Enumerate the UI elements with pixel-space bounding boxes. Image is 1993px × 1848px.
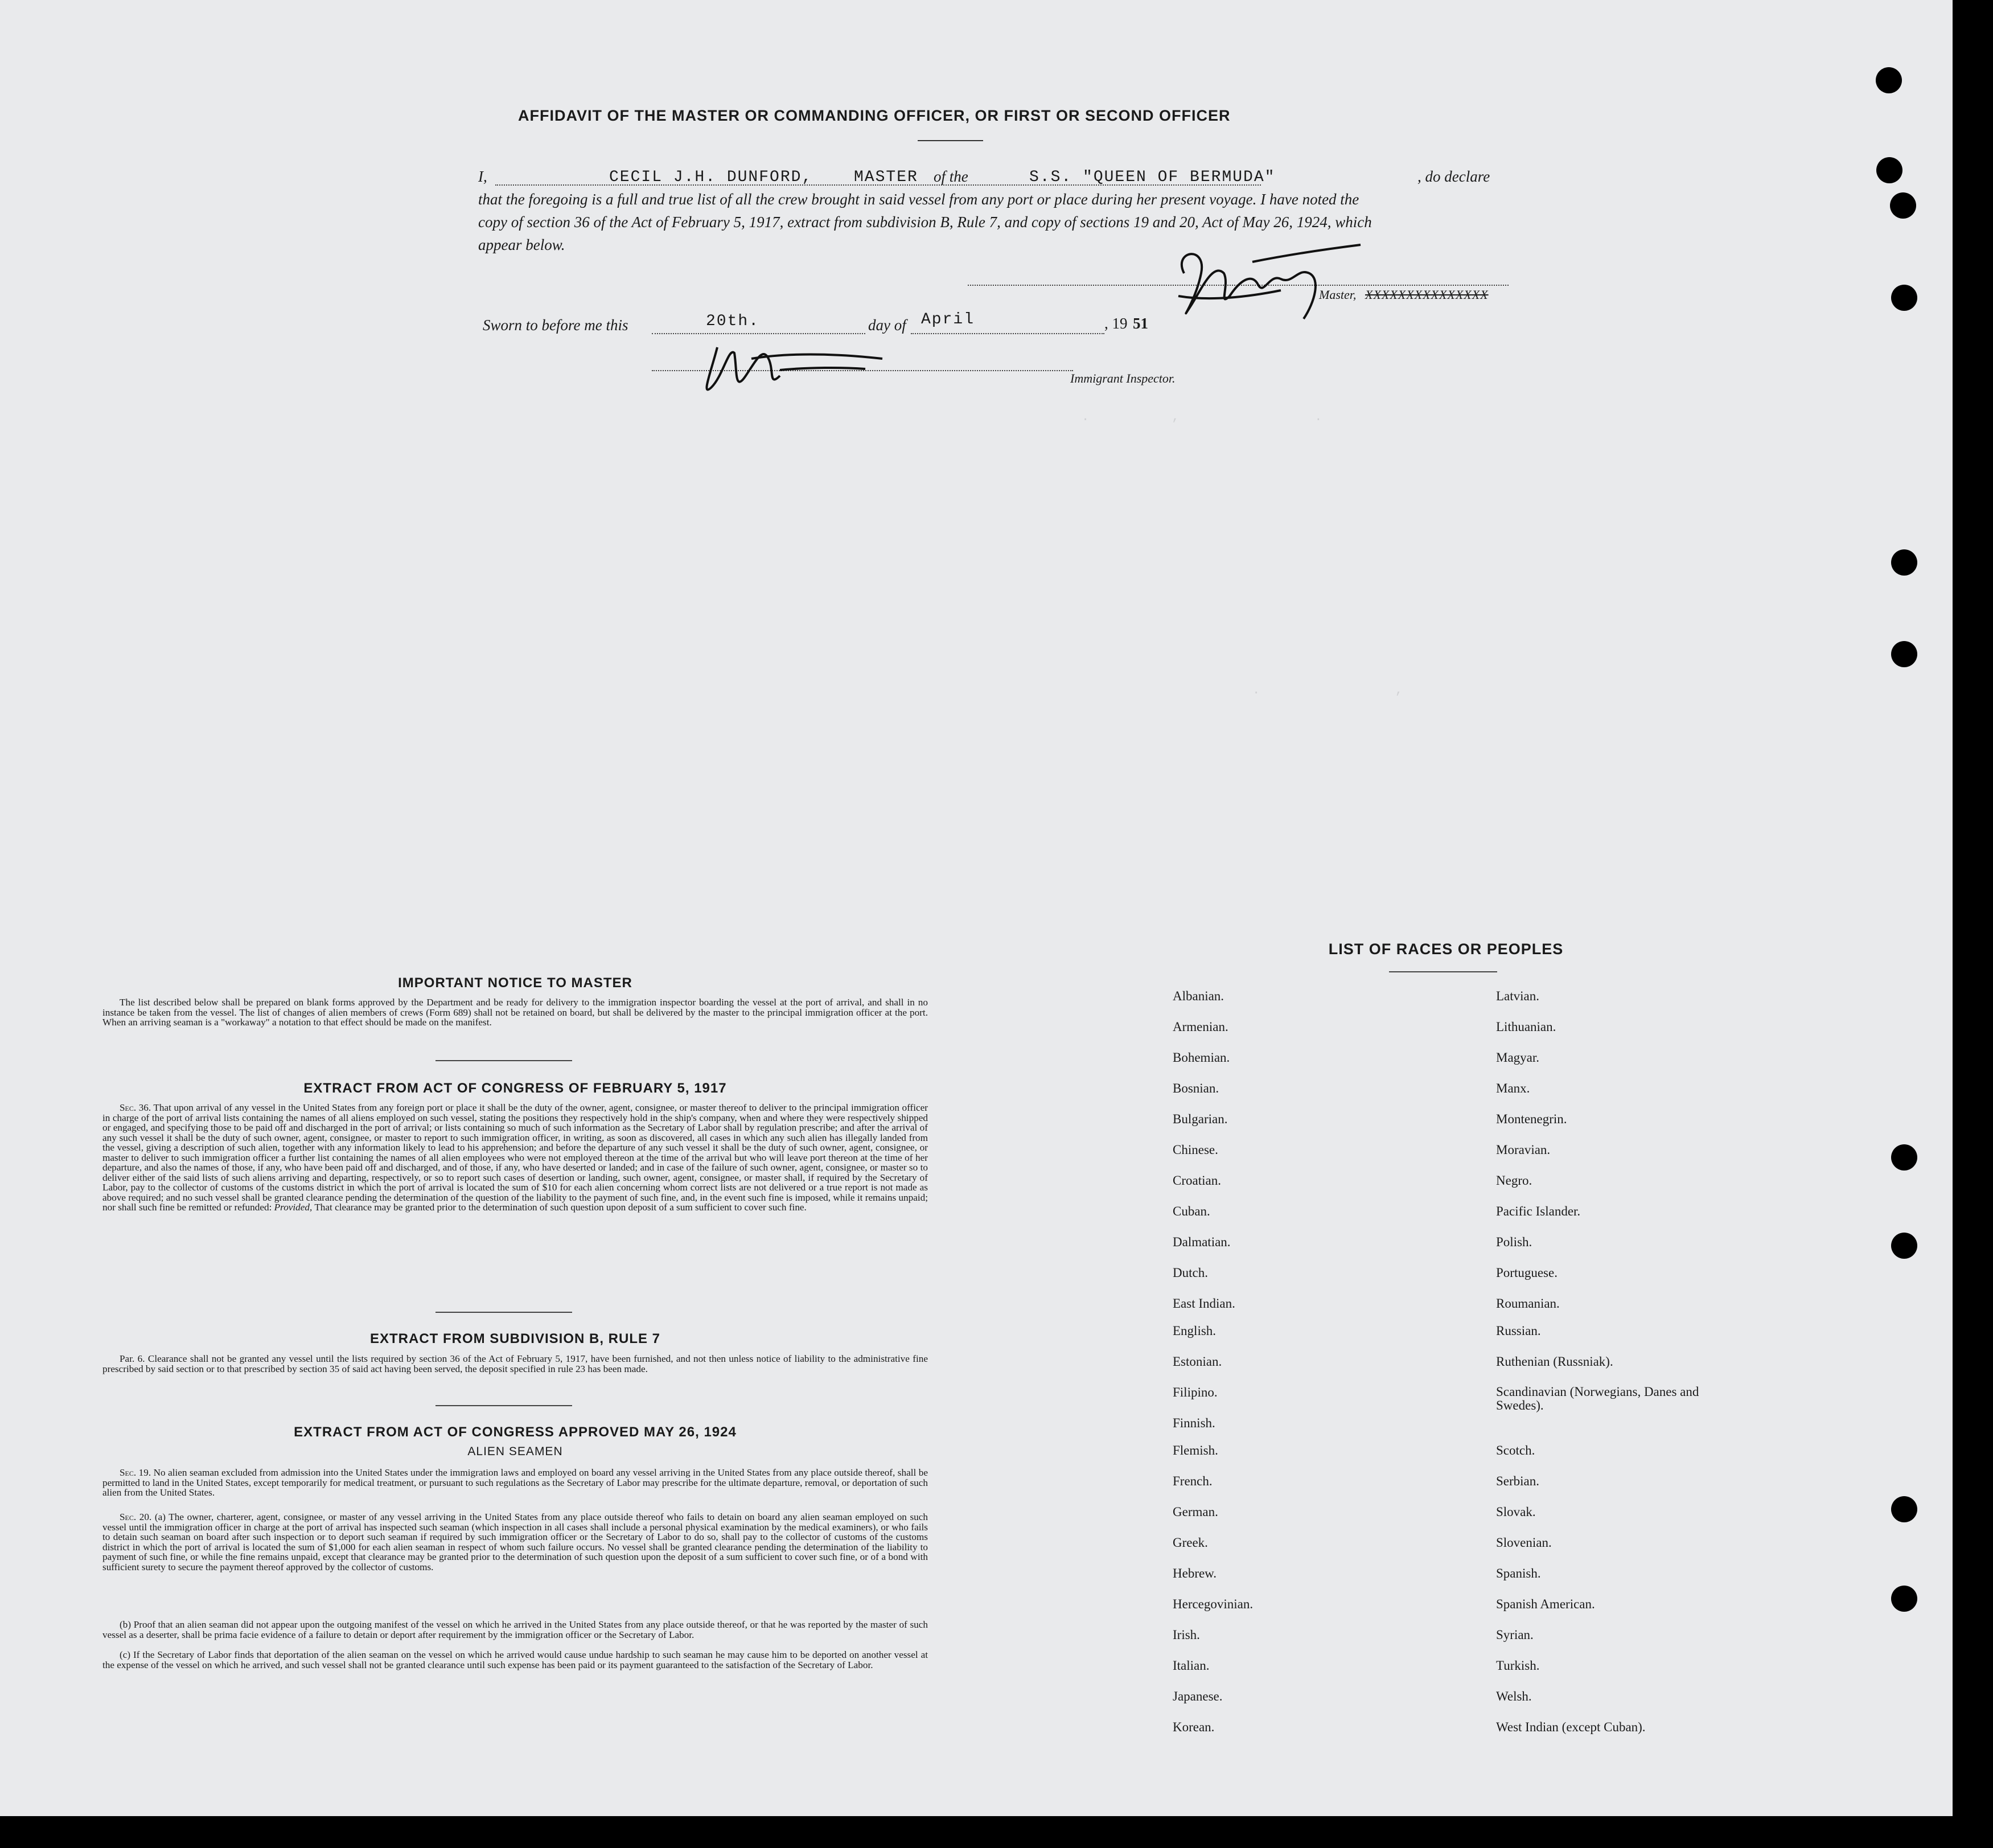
inspector-signature	[695, 336, 899, 404]
rule-7-title: EXTRACT FROM SUBDIVISION B, RULE 7	[369, 1331, 661, 1346]
race-item: Dutch.	[1173, 1266, 1208, 1280]
race-item: Korean.	[1173, 1720, 1215, 1734]
year-prefix: , 19	[1104, 315, 1128, 332]
race-item: Moravian.	[1496, 1143, 1551, 1157]
race-item: Roumanian.	[1496, 1296, 1560, 1311]
race-item: Cuban.	[1173, 1204, 1210, 1218]
race-item: Scotch.	[1496, 1443, 1535, 1457]
race-item: Ruthenian (Russniak).	[1496, 1354, 1613, 1369]
year-suffix: 51	[1133, 315, 1148, 332]
race-item: Negro.	[1496, 1173, 1532, 1188]
race-item: Bohemian.	[1173, 1050, 1230, 1065]
race-item: Hebrew.	[1173, 1566, 1217, 1580]
notice-text: The list described below shall be prepared on blank forms approved by the Department and be ready for delivery to the immigration inspector boarding the vessel at the port of arrival, and shall in no instance be taken from the vessel. The list of changes of alien members of crews (Form 689) shall not be retained on board, but shall be delivered by the master to the principal immigration officer at the port. When an arriving seaman is a "workaway" a notation to that effect should be made on the manifest.	[102, 997, 928, 1028]
punch-hole	[1876, 157, 1902, 183]
title-rule	[918, 140, 983, 141]
race-item: German.	[1173, 1505, 1218, 1519]
master-rank: MASTER	[854, 169, 918, 186]
punch-hole	[1890, 192, 1916, 219]
declaration-line-3: copy of section 36 of the Act of February 5, 1917, extract from subdivision B, Rule 7, and copy of sections 19 and 20, Act of May 26, 1924, which	[478, 213, 1372, 231]
sec-19-text: Sec. 19. No alien seaman excluded from admission into the United States under the immigration laws and employed on board any vessel arriving in the United States from any place outside thereof, shall be permitted to land in the United States, except temporarily for medical treatment, or pursuant to such regulations as the Secretary of Labor may prescribe for the ultimate departure, removal, or deportation of such alien from the United States.	[102, 1467, 928, 1498]
sec-20b-text: (b) Proof that an alien seaman did not appear upon the outgoing manifest of the vessel on which he arrived in the United States from any place outside thereof, or that he was reported by the master of such vessel as a deserter, shall be prima facie evidence of a failure to detain or deport after requirement by the immigration officer or the Secretary of Labor.	[102, 1619, 928, 1640]
of-the-label: of the	[934, 168, 968, 185]
race-item: Montenegrin.	[1496, 1112, 1567, 1126]
vessel-name: S.S. "QUEEN OF BERMUDA"	[1029, 169, 1276, 186]
race-item: Slovenian.	[1496, 1535, 1552, 1550]
race-item: Manx.	[1496, 1081, 1530, 1095]
race-item: Slovak.	[1496, 1505, 1536, 1519]
race-item: Scandinavian (Norwegians, Danes and Swedes).	[1496, 1385, 1699, 1412]
punch-hole	[1876, 67, 1902, 93]
race-item: Dalmatian.	[1173, 1235, 1231, 1249]
master-struck-text: XXXXXXXXXXXXXXX	[1365, 288, 1489, 302]
act-1917-text	[102, 1103, 928, 1213]
race-item: Turkish.	[1496, 1658, 1540, 1673]
race-item: Russian.	[1496, 1324, 1541, 1338]
document-page: . , . . , AFFIDAVIT OF THE MASTER OR COMMANDING OFFICER, OR FIRST OR SECOND OFFICER I, CECIL J.H. DUNFORD, MASTER of the S.S. "QUEEN OF BERMUDA" , do declare that the foregoing is a full and true list of all the crew brought in said vessel from any port or place during her present voyage. I have noted the copy of section 36 of the Act of February 5, 1917, extract from subdivision B, Rule 7, and copy of sections 19 and 20, Act of May 26, 1924, which appear below. Master, XXXXXXXXXXXXXXX Sworn to before me this 20th. day of April , 19 51 Immigrant Inspector. IMPORTANT NOTICE TO MASTER The list described below shall be prepared on blank forms approved by the Department and be ready for delivery to the immigration inspector boarding the vessel at the port of arrival, and shall in no instance be taken from the vessel. The list of changes of alien members of crews (Form 689) shall not be retained on board, but shall be delivered by the master to the principal immigration officer at the port. When an arriving seaman is a "workaway" a notation to that effect should be made on the manifest. EXTRACT FROM ACT OF CONGRESS OF FEBRUARY 5, 1917 Sec. 36. That upon arrival of any vessel in the United States from any foreign port or place it shall be the duty of the owner, agent, consignee, or master thereof to deliver to the principal immigration officer in charge of the port of arrival lists containing the names of all aliens employed on such vessel, stating the positions they respectively hold in the ship's company, when and where they were respectively shipped or engaged, and specifying those to be paid off and discharged in the port of arrival; or lists containing so much of such information as the Secretary of Labor shall by regulation prescribe; and after the arrival of any such vessel it shall be the duty of such owner, agent, consignee, or master to report to such immigration officer, in writing, as soon as discovered, all cases in which any such alien has illegally landed from the vessel, giving a description of such alien, together with any information likely to lead to his apprehension; and before the departure of any such vessel it shall be the duty of such owner, agent, consignee, or master to deliver to such immigration officer a further list containing the names of all alien employees who were not employed thereon at the time of the arrival but who will leave port thereon at the time of her departure, and also the names of those, if any, who have been paid off and discharged, and of those, if any, who have deserted or landed; and in case of the failure of such owner, agent, consignee, or master so to deliver either of the said lists of such aliens arriving and departing, respectively, or so to report such cases of desertion or landing, such owner, agent, consignee, or master shall, if required by the Secretary of Labor, pay to the collector of customs of the customs district in which the port of arrival is located the sum of $10 for each alien concerning whom correct lists are not delivered or a true report is not made as above required; and no such vessel shall be granted clearance pending the determination of the question of the liability to the payment of such fine, and, in the event such fine is imposed, while it remains unpaid; nor shall such fine be remitted or refunded: Provided, That clearance may be granted prior to the determination of such question upon deposit of a sum sufficient to cover such fine. EXTRACT FROM SUBDIVISION B, RULE 7 Par. 6. Clearance shall not be granted any vessel until the lists required by section 36 of the Act of February 5, 1917, have been furnished, and not then unless notice of liability to the administrative fine prescribed by said section or to that prescribed by section 35 of said act having been served, the deposit specified in rule 23 has been made. EXTRACT FROM ACT OF CONGRESS APPROVED MAY 26, 1924 ALIEN SEAMEN Sec. 19. No alien seaman excluded from admission into the United States under the immigration laws and employed on board any vessel arriving in the United States from any place outside thereof, shall be permitted to land in the United States, except temporarily for medical treatment, or pursuant to such regulations as the Secretary of Labor may prescribe for the ultimate departure, removal, or deportation of such alien from the United States. Sec. 20. (a) The owner, charterer, agent, consignee, or master of any vessel arriving in the United States from any place outside thereof who fails to detain on board any alien seaman employed on such vessel until the immigration officer in charge at the port of arrival has inspected such seaman (which inspection in all cases shall include a personal physical examination by the medical examiners), or who fails to detain such seaman on board after such inspection or to deport such seaman if required by such immigration officer or the Secretary of Labor to do so, shall pay to the collector of customs of the customs district in which the port of arrival is located the sum of $1,000 for each alien seaman in respect of whom such failure occurs. No vessel shall be granted clearance pending the determination of the liability to payment of such fine, or while the fine remains unpaid, except that clearance may be granted prior to the determination of such question upon the deposit of a sum sufficient to cover such fine, or of a bond with sufficient surety to secure the payment thereof approved by the collector of customs. (b) Proof that an alien seaman did not appear upon the outgoing manifest of the vessel on which he arrived in the United States from any place outside thereof, or that he was reported by the master of such vessel as a deserter, shall be prima facie evidence of a failure to detain or deport after requirement by the immigration officer or the Secretary of Labor. (c) If the Secretary of Labor finds that deportation of the alien seaman on the vessel on which he arrived would cause undue hardship to such seaman he may cause him to be deported on another vessel at the expense of the vessel on which he arrived, and such vessel shall not be granted clearance until such expense has been paid or its payment guaranteed to the satisfaction of the Secretary of Labor. LIST OF RACES OR PEOPLES Albanian. Armenian. Bohemian. Bosnian. Bulgarian. Chinese. Croatian. Cuban. Dalmatian. Dutch. East Indian. English. Estonian. Filipino. Finnish. Flemish. French. German. Greek. Hebrew. Hercegovinian. Irish. Italian. Japanese. Korean. Latvian. Lithuanian. Magyar. Manx. Montenegrin. Moravian. Negro. Pacific Islander. Polish. Portuguese. Roumanian. Russian. Ruthenian (Russniak). Scandinavian (Norwegians, Danes and Swedes). Scotch. Serbian. Slovak. Slovenian. Spanish. Spanish American. Syrian. Turkish. Welsh. West Indian (except Cuban).	[0, 0, 1953, 1816]
i-label: I,	[478, 168, 487, 185]
sec-20a-text: Sec. 20. (a) The owner, charterer, agent, consignee, or master of any vessel arriving in the United States from any place outside thereof who fails to detain on board any alien seaman employed on such vessel until the immigration officer in charge at the port of arrival has inspected such seaman (which inspection in all cases shall include a personal physical examination by the medical examiners), or who fails to detain such seaman on board after such inspection or to deport such seaman if required by such immigration officer or the Secretary of Labor to do so, shall pay to the collector of customs of the customs district in which the port of arrival is located the sum of $1,000 for each alien seaman in respect of whom such failure occurs. No vessel shall be granted clearance pending the determination of the liability to payment of such fine, or while the fine remains unpaid, except that clearance may be granted prior to the determination of such question upon the deposit of a sum sufficient to cover such fine, or of a bond with sufficient surety to secure the payment thereof approved by the collector of customs.	[102, 1512, 928, 1572]
punch-hole	[1891, 641, 1917, 667]
act-1924-title: EXTRACT FROM ACT OF CONGRESS APPROVED MAY 26, 1924	[294, 1424, 737, 1440]
punch-hole	[1891, 285, 1917, 311]
sec-36-body: That upon arrival of any vessel in the United States from any foreign port or place it shall be the duty of the owner, agent, consignee, or master thereof to deliver to the principal immigration officer in charge of the port of arrival lists containing the names of all aliens employed on such vessel, stating the positions they respectively hold in the ship's company, when and where they were respectively shipped or engaged, and specifying those to be paid off and discharged in the port of arrival; or lists containing so much of such information as the Secretary of Labor shall by regulation prescribe; and after the arrival of any such vessel it shall be the duty of such owner, agent, consignee, or master to report to such immigration officer, in writing, as soon as discovered, all cases in which any such alien has illegally landed from the vessel, giving a description of such alien, together with any information likely to lead to his apprehension; and before the departure of any such vessel it shall be the duty of such owner, agent, consignee, or master to deliver to such immigration officer a further list containing the names of all alien employees who were not employed thereon at the time of the arrival but who will leave port thereon at the time of her departure, and also the names of those, if any, who have been paid off and discharged, and of those, if any, who have deserted or landed; and in case of the failure of such owner, agent, consignee, or master so to deliver either of the said lists of such aliens arriving and departing, respectively, or so to report such cases of desertion or landing, such owner, agent, consignee, or master shall, if required by the Secretary of Labor, pay to the collector of customs of the customs district in which the port of arrival is located the sum of $10 for each alien concerning whom correct lists are not delivered or a true report is not made as above required; and no such vessel shall be granted clearance pending the determination of the question of the liability to the payment of such fine, and, in the event such fine is imposed, while it remains unpaid; nor shall such fine be remitted or refunded:	[102, 1102, 928, 1213]
rule-7-text: Par. 6. Clearance shall not be granted any vessel until the lists required by section 36 of the Act of February 5, 1917, have been furnished, and not then unless notice of liability to the administrative fine prescribed by said section or to that prescribed by section 35 of said act having been served, the deposit specified in rule 23 has been made.	[102, 1353, 928, 1374]
master-signature	[1167, 239, 1383, 330]
punch-hole	[1891, 1233, 1917, 1259]
race-item: Bosnian.	[1173, 1081, 1219, 1095]
punch-hole	[1891, 1586, 1917, 1612]
sworn-month: April	[921, 311, 975, 328]
race-item: Armenian.	[1173, 1020, 1228, 1034]
race-item: Japanese.	[1173, 1689, 1223, 1703]
race-item: Magyar.	[1496, 1050, 1540, 1065]
race-item: Croatian.	[1173, 1173, 1221, 1188]
race-item: Polish.	[1496, 1235, 1532, 1249]
race-item: Italian.	[1173, 1658, 1210, 1673]
races-title: LIST OF RACES OR PEOPLES	[1328, 941, 1564, 958]
race-item: Bulgarian.	[1173, 1112, 1228, 1126]
provided-label: Provided,	[274, 1202, 313, 1213]
affidavit-title: AFFIDAVIT OF THE MASTER OR COMMANDING OFFICER, OR FIRST OR SECOND OFFICER	[518, 107, 1231, 124]
declaration-line-4: appear below.	[478, 236, 565, 253]
declaration-line-2: that the foregoing is a full and true list of all the crew brought in said vessel from any port or place during her present voyage. I have noted the	[478, 191, 1359, 208]
race-item: French.	[1173, 1474, 1213, 1488]
race-item: West Indian (except Cuban).	[1496, 1720, 1646, 1734]
race-item: Irish.	[1173, 1628, 1200, 1642]
race-item: Spanish.	[1496, 1566, 1541, 1580]
sworn-day: 20th.	[706, 313, 760, 330]
race-item: Pacific Islander.	[1496, 1204, 1581, 1218]
race-item: Latvian.	[1496, 989, 1539, 1003]
day-of-label: day of	[868, 317, 906, 334]
race-item: Syrian.	[1496, 1628, 1534, 1642]
race-item: Spanish American.	[1496, 1597, 1595, 1611]
inspector-label: Immigrant Inspector.	[1070, 371, 1176, 385]
sworn-label: Sworn to before me this	[483, 317, 628, 334]
punch-hole	[1891, 1496, 1917, 1522]
master-name: CECIL J.H. DUNFORD,	[609, 169, 813, 186]
race-item: Lithuanian.	[1496, 1020, 1556, 1034]
race-item: English.	[1173, 1324, 1217, 1338]
race-item: Greek.	[1173, 1535, 1208, 1550]
race-item: Welsh.	[1496, 1689, 1532, 1703]
race-item: Hercegovinian.	[1173, 1597, 1254, 1611]
race-item: Portuguese.	[1496, 1266, 1558, 1280]
race-item: East Indian.	[1173, 1296, 1235, 1311]
sec-20c-text: (c) If the Secretary of Labor finds that deportation of the alien seaman on the vessel on which he arrived would cause undue hardship to such seaman he may cause him to be deported on another vessel at the expense of the vessel on which he arrived, and such vessel shall not be granted clearance until such expense has been paid or its payment guaranteed to the satisfaction of the Secretary of Labor.	[102, 1649, 928, 1670]
do-declare: , do declare	[1417, 168, 1490, 185]
sec-36-label: Sec. 36.	[120, 1102, 151, 1113]
notice-title: IMPORTANT NOTICE TO MASTER	[398, 975, 632, 991]
race-item: Chinese.	[1173, 1143, 1218, 1157]
race-item: Finnish.	[1173, 1416, 1215, 1430]
sec-36-end: That clearance may be granted prior to the determination of such question upon deposit of a sum sufficient to cover such fine.	[314, 1202, 807, 1213]
race-item: Estonian.	[1173, 1354, 1222, 1369]
race-item: Flemish.	[1173, 1443, 1218, 1457]
race-item: Filipino.	[1173, 1385, 1218, 1399]
race-item: Serbian.	[1496, 1474, 1540, 1488]
punch-hole	[1891, 1144, 1917, 1171]
alien-seamen-subtitle: ALIEN SEAMEN	[467, 1445, 563, 1458]
act-1917-title: EXTRACT FROM ACT OF CONGRESS OF FEBRUARY 5, 1917	[303, 1081, 727, 1096]
master-label: Master,	[1319, 288, 1357, 302]
race-item: Albanian.	[1173, 989, 1224, 1003]
punch-hole	[1891, 549, 1917, 576]
